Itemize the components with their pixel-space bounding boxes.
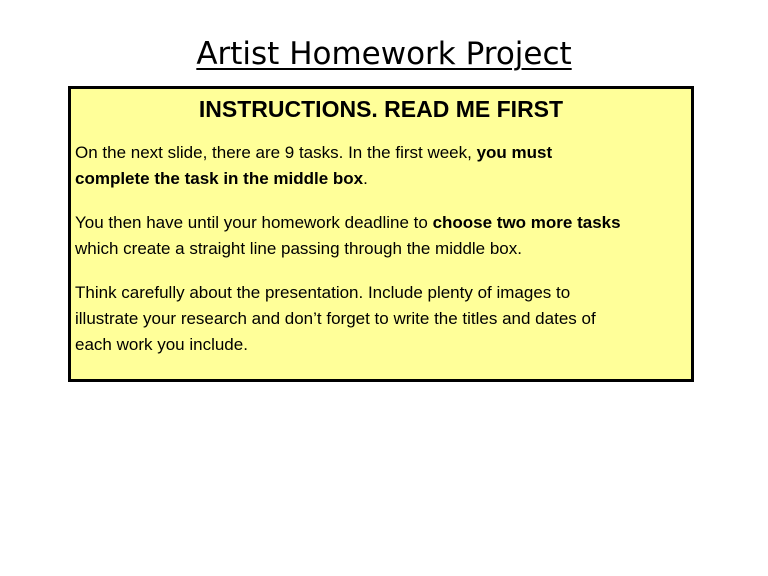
paragraph-2-line-1-text: You then have until your homework deadline to [75, 213, 433, 232]
paragraph-1-line-1-bold: you must [476, 143, 553, 162]
paragraph-3-line-3: each work you include. [75, 335, 248, 354]
instructions-paragraph-1 [75, 140, 691, 192]
instructions-box [68, 86, 694, 382]
paragraph-1-line-1-text: On the next slide, there are 9 tasks. In the first week, [75, 143, 477, 162]
paragraph-2-line-1-bold: choose two more tasks [432, 213, 621, 232]
slide-title-text: Artist Homework Project [196, 36, 572, 72]
paragraph-1-line-1 [75, 140, 691, 166]
paragraph-2-line-1 [75, 210, 691, 236]
paragraph-3-line-2: illustrate your research and don’t forget to write the titles and dates of [75, 309, 596, 328]
paragraph-1-line-2-text: . [363, 169, 368, 188]
paragraph-1-line-2-bold: complete the task in the middle box [75, 169, 364, 188]
paragraph-3-line-1: Think carefully about the presentation. Include plenty of images to [75, 283, 571, 302]
instructions-paragraph-3 [75, 280, 691, 358]
instructions-paragraph-2 [75, 210, 691, 262]
slide-title [0, 34, 768, 74]
paragraph-2-line-2: which create a straight line passing through the middle box. [75, 239, 522, 258]
instructions-heading: INSTRUCTIONS. READ ME FIRST [198, 96, 564, 122]
paragraph-1-line-2 [75, 166, 691, 192]
